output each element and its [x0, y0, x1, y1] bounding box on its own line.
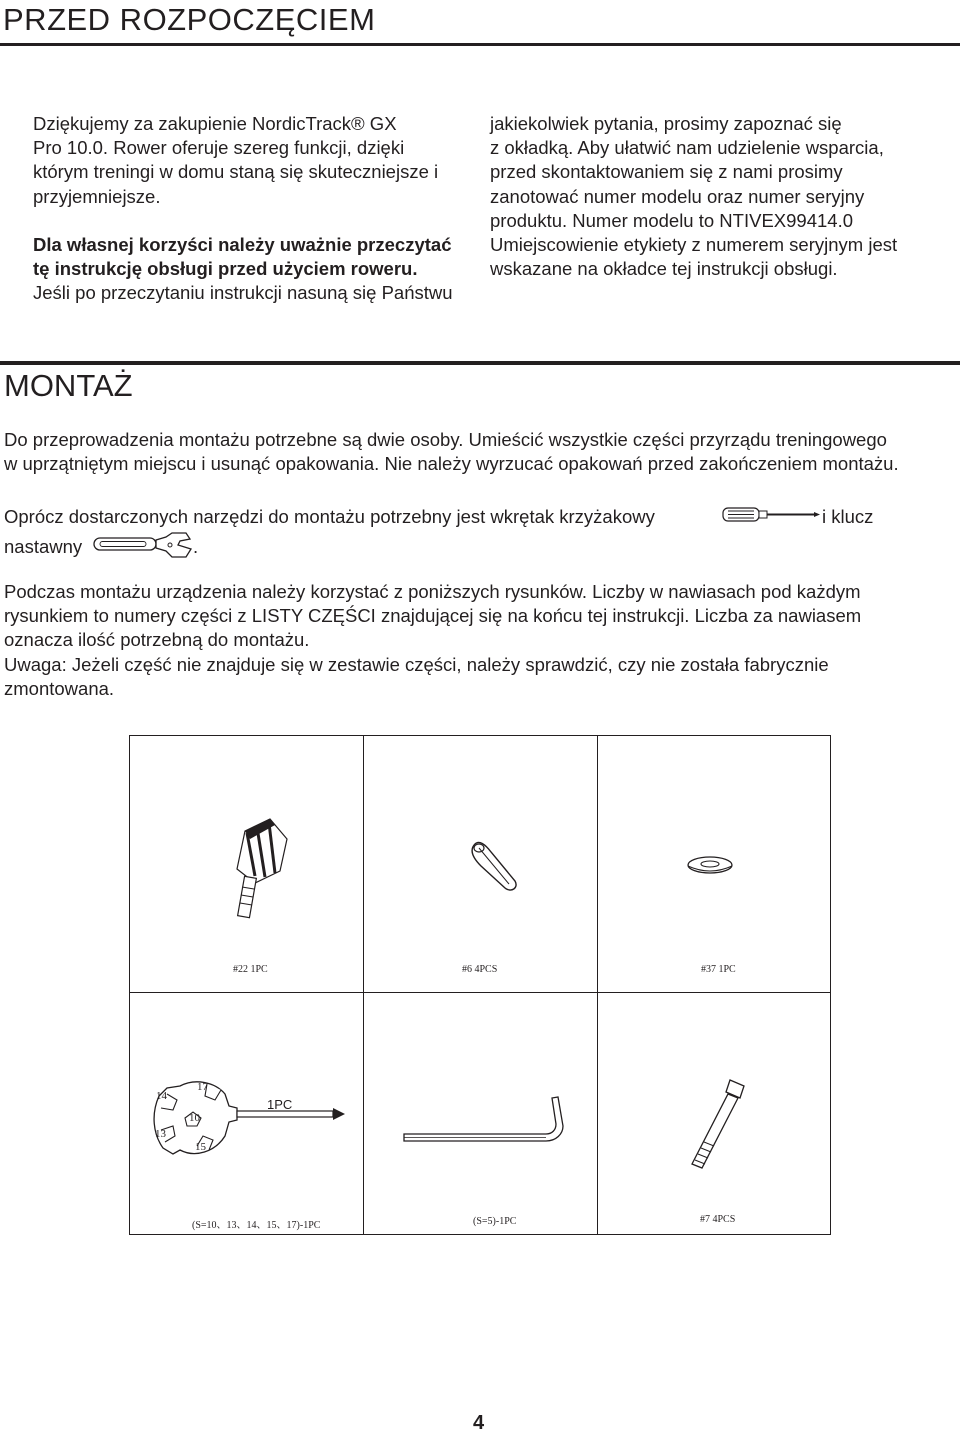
montaz-line: Do przeprowadzenia montażu potrzebne są dwie osoby. Umieścić wszystkie części przyrządu treningowego: [4, 429, 887, 450]
montaz-paragraph-3: [4, 580, 954, 701]
bolt-with-cap-icon: [225, 811, 295, 926]
intro-right-column: [490, 112, 950, 281]
intro-line: Pro 10.0. Rower oferuje szereg funkcji, dzięki: [33, 137, 405, 159]
intro-line: zanotować numer modelu oraz numer seryjny: [490, 185, 865, 207]
title-rule: [0, 43, 960, 46]
intro-line: Jeśli po przeczytaniu instrukcji nasuną się Państwu: [33, 282, 453, 304]
montaz-paragraph-1: [4, 428, 954, 476]
montaz-p2-c: nastawny: [4, 536, 83, 557]
intro-line: przed skontaktowaniem się z nami prosimy: [490, 161, 843, 183]
intro-bold-line: Dla własnej korzyści należy uważnie przeczytać: [33, 233, 452, 255]
page-number: 4: [473, 1412, 485, 1434]
montaz-p2-b: i klucz: [822, 506, 874, 527]
parts-grid: [129, 735, 831, 1235]
washer-icon: [685, 854, 735, 876]
screwdriver-icon: [722, 505, 822, 525]
montaz-line: Uwaga: Jeżeli część nie znajduje się w zestawie części, należy sprawdzić, czy nie została fabrycznie: [4, 653, 829, 675]
intro-line: przyjemniejsze.: [33, 185, 161, 207]
bolt-icon: [682, 1076, 752, 1176]
intro-bold-line: tę instrukcję obsługi przed użyciem roweru.: [33, 258, 418, 280]
wrench-size-label: 15: [195, 1141, 206, 1153]
wrench-size-label: 14: [156, 1090, 167, 1102]
intro-line: Umiejscowienie etykiety z numerem seryjnym jest: [490, 234, 898, 256]
montaz-p2-d: .: [193, 536, 199, 557]
part-label: #22 1PC: [233, 964, 268, 975]
wrench-qty-label: 1PC: [267, 1097, 293, 1112]
intro-line: wskazane na okładce tej instrukcji obsługi.: [490, 258, 838, 280]
clip-icon: [465, 836, 525, 896]
part-label: #7 4PCS: [700, 1214, 736, 1225]
part-label: #37 1PC: [701, 964, 736, 975]
allen-key-icon: [400, 1094, 570, 1144]
adjustable-wrench-icon: [92, 531, 199, 559]
wrench-size-label: 10: [189, 1112, 200, 1124]
montaz-line: oznacza ilość potrzebną do montażu.: [4, 629, 310, 651]
montaz-line: zmontowana.: [4, 677, 115, 699]
page-title: PRZED ROZPOCZĘCIEM: [3, 2, 376, 37]
montaz-p2-a: Oprócz dostarczonych narzędzi do montażu potrzebny jest wkrętak krzyżakowy: [4, 506, 655, 527]
intro-left-column: [33, 112, 463, 305]
wrench-size-label: 17: [197, 1081, 208, 1093]
intro-line: jakiekolwiek pytania, prosimy zapoznać się: [490, 113, 842, 134]
intro-line: Dziękujemy za zakupienie NordicTrack® GX: [33, 113, 397, 134]
section-title: MONTAŻ: [4, 368, 133, 403]
wrench-size-label: 13: [155, 1128, 166, 1140]
montaz-line: Podczas montażu urządzenia należy korzystać z poniższych rysunków. Liczby w nawiasach pod każdym: [4, 581, 861, 602]
section-rule: [0, 361, 960, 365]
multi-wrench-icon: [145, 1074, 355, 1164]
montaz-line: rysunkiem to numery części z LISTY CZĘŚCI znajdującej się na końcu tej instrukcji. Liczba za nawiasem: [4, 605, 862, 627]
part-label: (S=10、13、14、15、17)-1PC: [192, 1220, 321, 1231]
intro-line: z okładką. Aby ułatwić nam udzielenie wsparcia,: [490, 137, 884, 159]
montaz-line: w uprzątniętym miejscu i usunąć opakowania. Nie należy wyrzucać opakowań przed zakończeniem montażu.: [4, 453, 899, 475]
intro-line: produktu. Numer modelu to NTIVEX99414.0: [490, 209, 853, 231]
intro-line: którym treningi w domu staną się skuteczniejsze i: [33, 161, 439, 183]
part-label: (S=5)-1PC: [473, 1216, 517, 1227]
part-label: #6 4PCS: [462, 964, 498, 975]
